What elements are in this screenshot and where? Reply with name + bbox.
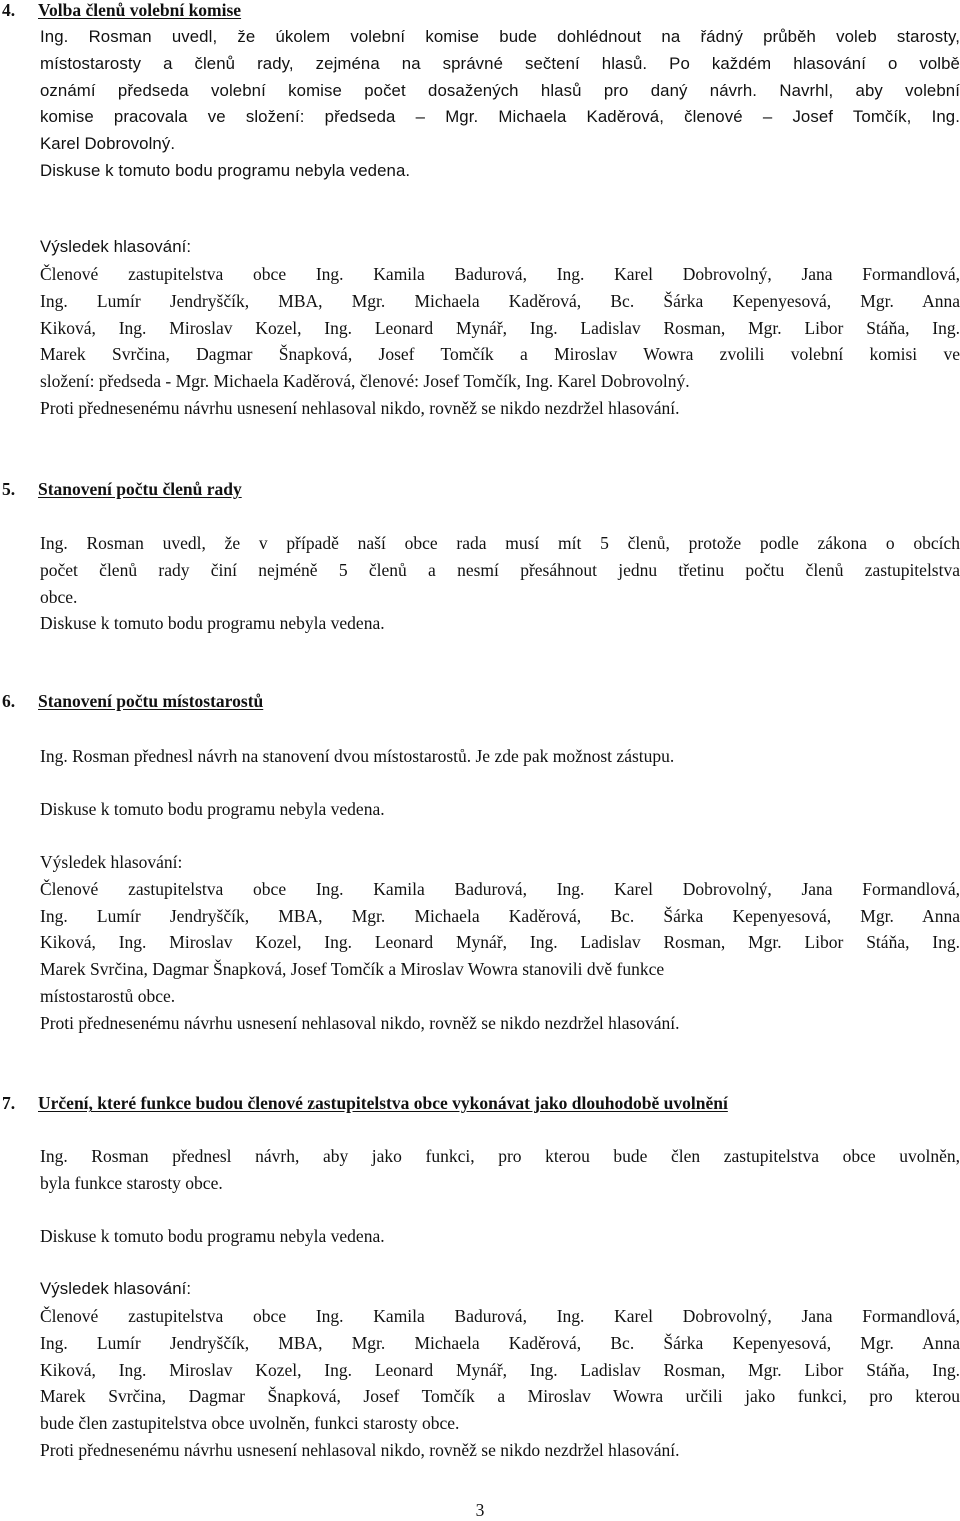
vote-result: Proti přednesenému návrhu usnesení nehlasoval nikdo, rovněž se nikdo nezdržel hlasování. [40,1012,680,1033]
section-title: Určení, které funkce budou členové zastupitelstva obce vykonávat jako dlouhodobě uvolnění [38,1093,728,1113]
section-4-vote [40,261,960,422]
discussion-note: Diskuse k tomuto bodu programu nebyla vedena. [40,1226,385,1246]
vote-line: Ing. Lumír Jendryščík, MBA, Mgr. Michaela Kaděrová, Bc. Šárka Kepenyesová, Mgr. Anna [40,905,960,926]
vote-line: bude člen zastupitelstva obce uvolněn, funkci starosty obce. [40,1413,460,1434]
section-4-heading [2,0,241,21]
section-7-discussion [40,1223,960,1250]
section-title: Volba členů volební komise [38,0,242,20]
section-number: 4. [2,0,16,20]
section-7-vote-title [40,1276,960,1303]
page-number: 3 [475,1500,485,1520]
section-6-vote [40,849,960,1037]
vote-line: Kiková, Ing. Miroslav Kozel, Ing. Leonard Mynář, Ing. Ladislav Rosman, Mgr. Libor Stáňa, Ing. [40,317,960,338]
vote-result: Proti přednesenému návrhu usnesení nehlasoval nikdo, rovněž se nikdo nezdržel hlasování. [40,1439,680,1460]
paragraph-line: počet členů rady činí nejméně 5 členů a nesmí přesáhnout jednu třetinu počtu členů zastupitelstva [40,559,960,580]
paragraph-line: byla funkce starosty obce. [40,1172,223,1193]
paragraph-line: Ing. Rosman přednesl návrh na stanovení dvou místostarostů. Je zde pak možnost zástupu. [40,746,675,766]
paragraph-line: místostarosty a členů rady, zejména na správné sečtení hlasů. Po každém hlasování o volbě [40,53,960,73]
paragraph-line: komise pracovala ve složení: předseda – Mgr. Michaela Kaděrová, členové – Josef Tomčík, Ing. [40,107,960,127]
section-number: 5. [2,479,16,499]
vote-line: Kiková, Ing. Miroslav Kozel, Ing. Leonard Mynář, Ing. Ladislav Rosman, Mgr. Libor Stáňa, Ing. [40,932,960,953]
vote-line: složení: předseda - Mgr. Michaela Kaděrová, členové: Josef Tomčík, Ing. Karel Dobrovolný. [40,371,690,392]
section-4-vote-title [40,234,960,261]
vote-line: Ing. Lumír Jendryščík, MBA, Mgr. Michaela Kaděrová, Bc. Šárka Kepenyesová, Mgr. Anna [40,1332,960,1353]
vote-line: Členové zastupitelstva obce Ing. Kamila Badurová, Ing. Karel Dobrovolný, Jana Formandlová, [40,1306,960,1326]
discussion-note: Diskuse k tomuto bodu programu nebyla vedena. [40,799,385,819]
vote-title: Výsledek hlasování: [40,1279,192,1298]
discussion-note: Diskuse k tomuto bodu programu nebyla vedena. [40,613,385,634]
section-7-vote [40,1303,960,1464]
section-title: Stanovení počtu členů rady [38,479,242,499]
section-number: 7. [2,1093,16,1113]
paragraph-line: obce. [40,586,78,607]
section-title: Stanovení počtu místostarostů [38,691,264,711]
paragraph-line: Ing. Rosman přednesl návrh, aby jako funkci, pro kterou bude člen zastupitelstva obce uvolněn, [40,1146,960,1166]
paragraph-line: Karel Dobrovolný. [40,134,176,154]
vote-line: Marek Svrčina, Dagmar Šnapková, Josef Tomčík a Miroslav Wowra zvolili volební komisi ve [40,344,960,365]
section-6-heading [2,691,263,712]
vote-line: Členové zastupitelstva obce Ing. Kamila Badurová, Ing. Karel Dobrovolný, Jana Formandlová, [40,264,960,284]
vote-line: Členové zastupitelstva obce Ing. Kamila Badurová, Ing. Karel Dobrovolný, Jana Formandlová, [40,878,960,899]
vote-title: Výsledek hlasování: [40,852,183,872]
paragraph-line: Ing. Rosman uvedl, že v případě naší obce rada musí mít 5 členů, protože podle zákona o obcích [40,533,960,553]
vote-title: Výsledek hlasování: [40,237,192,256]
vote-line: Marek Svrčina, Dagmar Šnapková, Josef Tomčík a Miroslav Wowra určili jako funkci, pro kterou [40,1386,960,1407]
section-7-intro [40,1143,960,1197]
section-6-discussion [40,796,960,823]
section-5-heading [2,479,242,500]
vote-line: Kiková, Ing. Miroslav Kozel, Ing. Leonard Mynář, Ing. Ladislav Rosman, Mgr. Libor Stáňa, Ing. [40,1359,960,1380]
section-number: 6. [2,691,16,711]
section-7-heading [2,1093,728,1114]
vote-line: Marek Svrčina, Dagmar Šnapková, Josef Tomčík a Miroslav Wowra stanovili dvě funkce [40,959,665,980]
vote-result: Proti přednesenému návrhu usnesení nehlasoval nikdo, rovněž se nikdo nezdržel hlasování. [40,397,680,418]
section-4-intro [40,24,960,185]
paragraph-line: Ing. Rosman uvedl, že úkolem volební komise bude dohlédnout na řádný průběh voleb starosty, [40,27,960,46]
section-5-intro [40,530,960,637]
section-6-intro [40,743,960,770]
vote-line: Ing. Lumír Jendryščík, MBA, Mgr. Michaela Kaděrová, Bc. Šárka Kepenyesová, Mgr. Anna [40,290,960,311]
discussion-note: Diskuse k tomuto bodu programu nebyla vedena. [40,160,411,180]
paragraph-line: oznámí předseda volební komise počet dosažených hlasů pro daný návrh. Navrhl, aby volební [40,80,960,100]
vote-line: místostarostů obce. [40,985,176,1006]
